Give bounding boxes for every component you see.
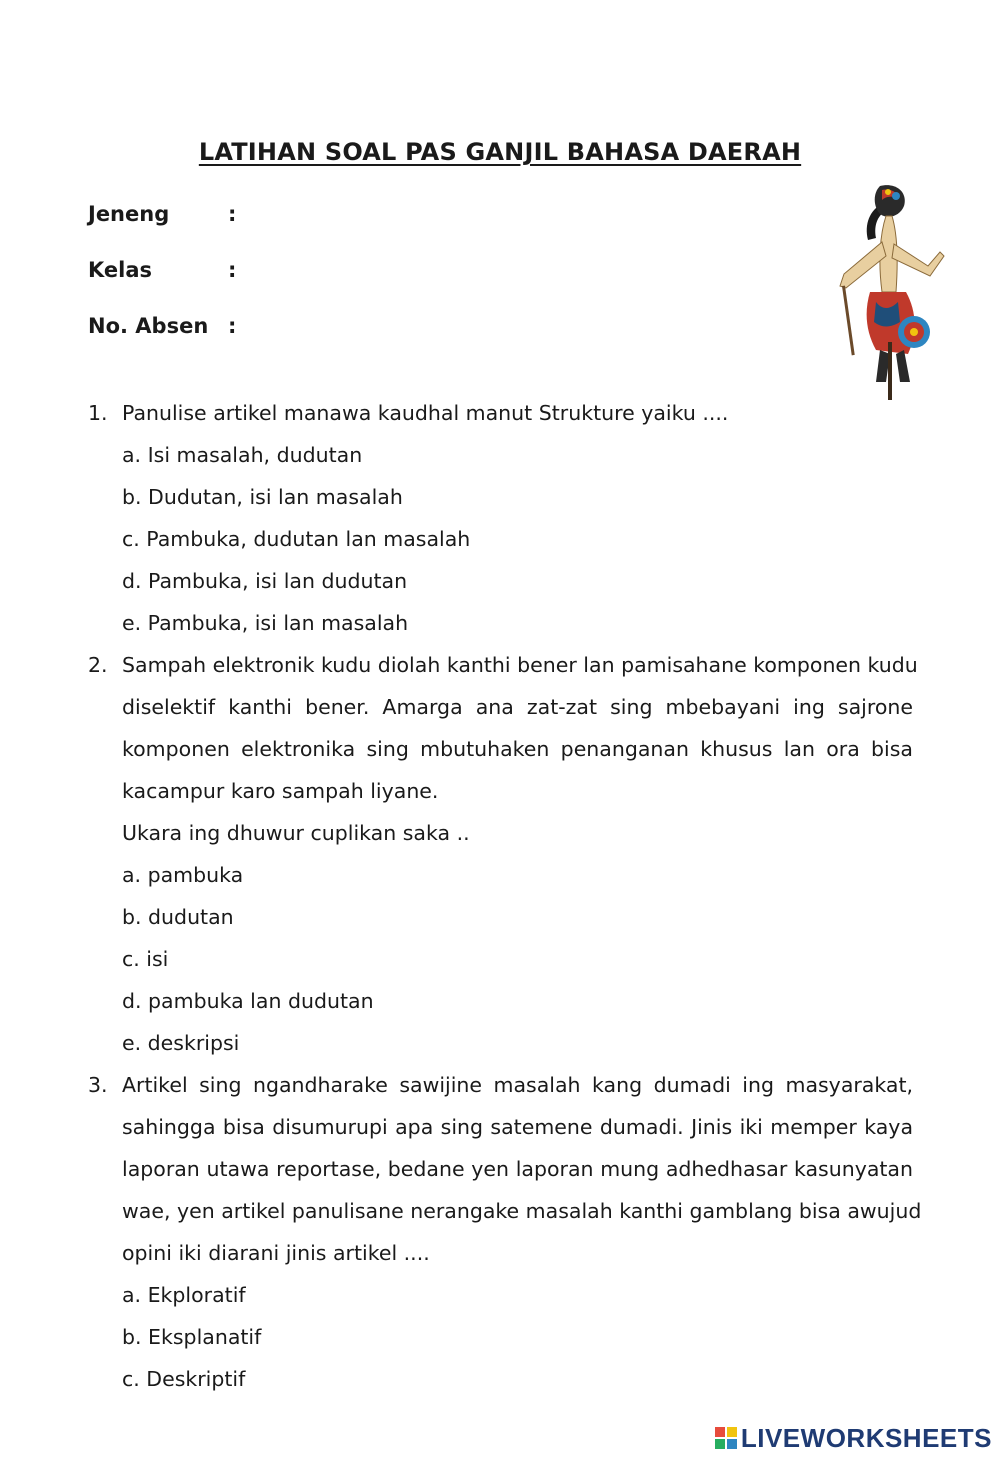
question-2-text-line-1: Sampah elektronik kudu diolah kanthi bener lan pamisahane komponen kudu: [122, 653, 918, 677]
question-2-option-e[interactable]: e. deskripsi: [122, 1031, 240, 1055]
name-label: Jeneng: [88, 202, 170, 226]
question-3-text-line-5: opini iki diarani jinis artikel ....: [122, 1241, 430, 1265]
liveworksheets-logo[interactable]: [715, 1423, 992, 1453]
worksheet-title: LATIHAN SOAL PAS GANJIL BAHASA DAERAH: [198, 138, 802, 166]
question-2-text-line-3: komponen elektronika sing mbutuhaken penanganan khusus lan ora bisa: [122, 737, 913, 761]
question-3-option-c[interactable]: c. Deskriptif: [122, 1367, 246, 1391]
logo-blocks-icon: [715, 1427, 737, 1449]
attendance-number-field: [88, 314, 236, 338]
wayang-puppet-illustration: [830, 182, 950, 402]
question-3-text-line-1: Artikel sing ngandharake sawijine masalah kang dumadi ing masyarakat,: [122, 1073, 913, 1097]
attendance-number-label: No. Absen: [88, 314, 209, 338]
question-1-option-d[interactable]: d. Pambuka, isi lan dudutan: [122, 569, 408, 593]
name-colon: :: [228, 202, 237, 226]
question-2-option-b[interactable]: b. dudutan: [122, 905, 234, 929]
question-2-text-line-2: diselektif kanthi bener. Amarga ana zat-zat sing mbebayani ing sajrone: [122, 695, 913, 719]
class-field: [88, 258, 236, 282]
question-2-prompt: Ukara ing dhuwur cuplikan saka ..: [122, 821, 470, 845]
question-1-option-a[interactable]: a. Isi masalah, dudutan: [122, 443, 363, 467]
question-3-option-a[interactable]: a. Ekploratif: [122, 1283, 246, 1307]
question-1-number: 1.: [88, 401, 108, 425]
question-2-text-line-4: kacampur karo sampah liyane.: [122, 779, 439, 803]
question-1-text: Panulise artikel manawa kaudhal manut Strukture yaiku ....: [122, 401, 729, 425]
name-field: [88, 202, 236, 226]
question-2-option-c[interactable]: c. isi: [122, 947, 169, 971]
question-2-number: 2.: [88, 653, 108, 677]
question-2-option-d[interactable]: d. pambuka lan dudutan: [122, 989, 374, 1013]
question-1-option-b[interactable]: b. Dudutan, isi lan masalah: [122, 485, 403, 509]
attendance-number-colon: :: [228, 314, 237, 338]
class-colon: :: [228, 258, 237, 282]
class-label: Kelas: [88, 258, 153, 282]
question-3-text-line-4: wae, yen artikel panulisane nerangake masalah kanthi gamblang bisa awujud: [122, 1199, 922, 1223]
question-3-text-line-3: laporan utawa reportase, bedane yen laporan mung adhedhasar kasunyatan: [122, 1157, 913, 1181]
question-1-option-c[interactable]: c. Pambuka, dudutan lan masalah: [122, 527, 471, 551]
logo-text: LIVEWORKSHEETS: [740, 1422, 992, 1453]
question-3-number: 3.: [88, 1073, 108, 1097]
question-3-option-b[interactable]: b. Eksplanatif: [122, 1325, 262, 1349]
question-1-option-e[interactable]: e. Pambuka, isi lan masalah: [122, 611, 409, 635]
question-2-option-a[interactable]: a. pambuka: [122, 863, 244, 887]
question-3-text-line-2: sahingga bisa disumurupi apa sing satemene dumadi. Jinis iki memper kaya: [122, 1115, 913, 1139]
